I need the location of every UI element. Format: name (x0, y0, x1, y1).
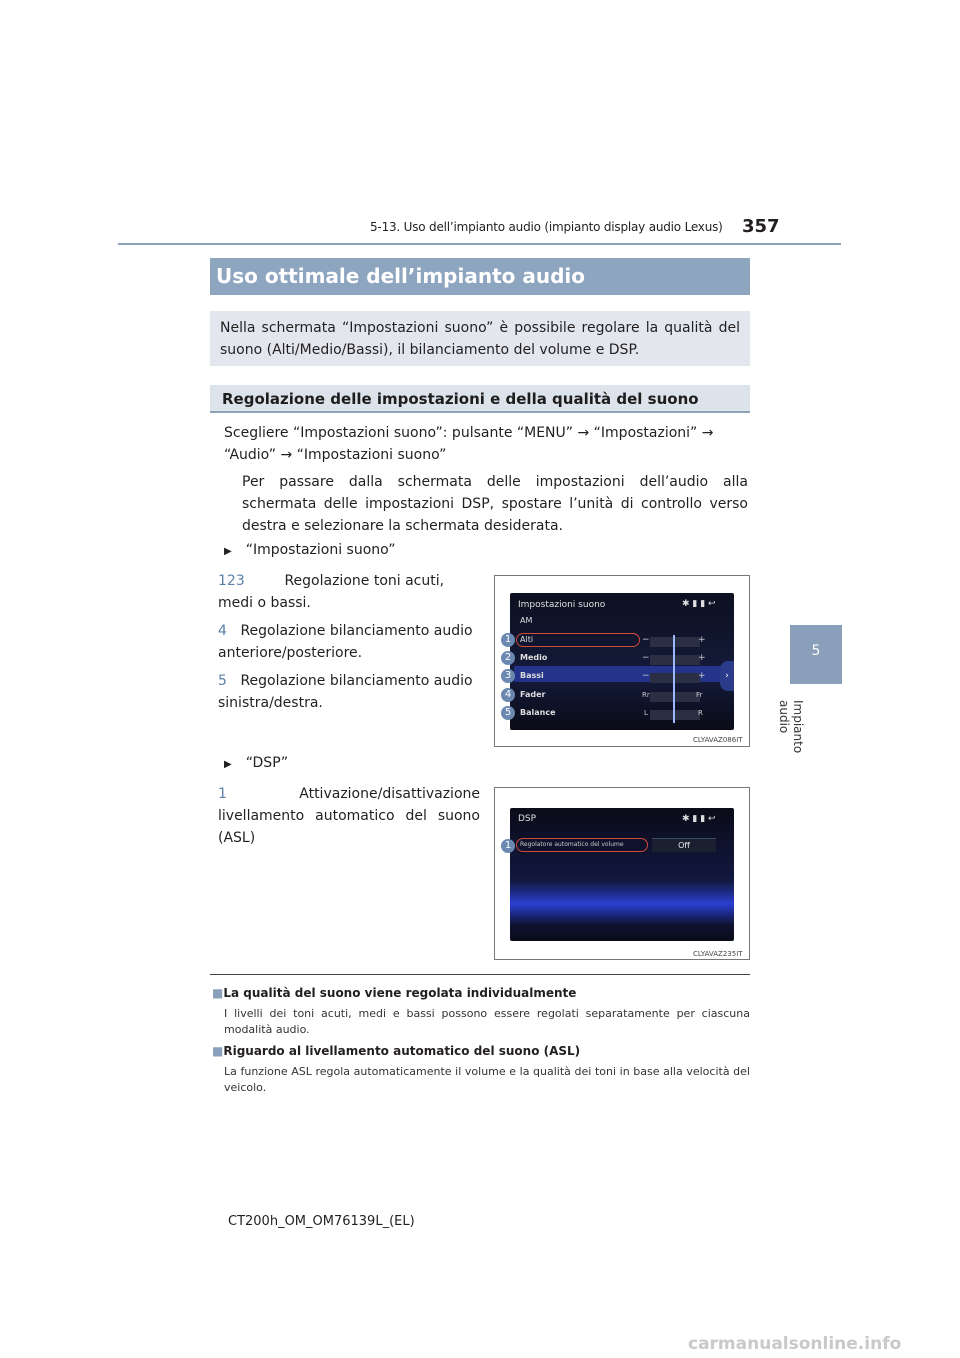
item-numbers: 123 (218, 573, 245, 589)
bullet-label: “DSP” (245, 755, 289, 771)
item-text: Regolazione toni acuti, medi o bassi. (218, 573, 445, 611)
list-item (218, 783, 480, 849)
bullet-arrow-icon: ▶ (224, 759, 232, 770)
row-fader: Fader (520, 690, 546, 699)
selected-row-highlight (516, 633, 640, 647)
square-bullet-icon: ■ (212, 1044, 224, 1058)
minus-icon: − (642, 635, 650, 645)
item-text: Regolazione bilanciamento audio anteriore/posteriore. (218, 623, 473, 661)
image-code: CLYAVAZ086IT (693, 736, 743, 744)
list-item (218, 670, 480, 714)
slider-balance[interactable] (650, 710, 700, 720)
screenshot-impostazioni-suono (494, 575, 750, 747)
status-icons: ✱ ▮ ▮ ↩ (682, 814, 716, 824)
item-text: Attivazione/disattivazione livellamento automatico del suono (ASL) (218, 786, 480, 846)
document-id: CT200h_OM_OM76139L_(EL) (228, 1214, 415, 1229)
marker-4: 4 (501, 688, 515, 702)
balance-left-label: L (644, 709, 648, 717)
source-label: AM (520, 616, 533, 625)
item-text: Regolazione bilanciamento audio sinistra/destra. (218, 673, 473, 711)
step-2: Per passare dalla schermata delle impostazioni dell’audio alla schermata delle impostazioni DSP, spostare l’unità di controllo verso destra e selezionare la schermata desiderata. (242, 474, 748, 534)
balance-right-label: R (698, 709, 703, 717)
item-numbers: 1 (218, 786, 227, 802)
notes-rule (210, 974, 750, 975)
marker-1: 1 (501, 633, 515, 647)
chapter-tab-label: Impianto audio (777, 700, 805, 754)
slider-medio[interactable] (650, 655, 700, 665)
screen-title: Impostazioni suono (518, 600, 606, 610)
row-bassi: Bassi (520, 671, 544, 680)
watermark: carmanualsonline.info (688, 1334, 902, 1354)
bullet-label: “Impostazioni suono” (245, 542, 396, 558)
note-body: I livelli dei toni acuti, medi e bassi possono essere regolati separatamente per ciascuna modalità audio. (224, 1007, 750, 1036)
row-alti: Alti (520, 635, 534, 644)
bullet-dsp (224, 755, 288, 771)
asl-value[interactable]: Off (652, 838, 716, 852)
note-body: La funzione ASL regola automaticamente il volume e la qualità dei toni in base alla velocità del veicolo. (224, 1065, 750, 1094)
screen-title: DSP (518, 814, 537, 824)
row-medio: Medio (520, 653, 548, 662)
plus-icon: + (698, 653, 706, 663)
image-code: CLYAVAZ235IT (693, 950, 743, 958)
item-numbers: 5 (218, 673, 227, 689)
display-screen (510, 808, 734, 941)
slider-fader[interactable] (650, 691, 703, 702)
square-bullet-icon: ■ (212, 986, 224, 1000)
list-item (218, 620, 480, 664)
asl-row-label[interactable]: Regolatore automatico del volume (520, 841, 624, 848)
chapter-tab: 5 (790, 625, 842, 684)
center-indicator (673, 635, 675, 723)
marker-2: 2 (501, 651, 515, 665)
status-icons: ✱ ▮ ▮ ↩ (682, 599, 716, 609)
item-numbers: 4 (218, 623, 227, 639)
bullet-arrow-icon: ▶ (224, 546, 232, 557)
display-screen (510, 593, 734, 730)
plus-icon: + (698, 671, 706, 681)
list-item (218, 570, 480, 614)
intro-box: Nella schermata “Impostazioni suono” è possibile regolare la qualità del suono (Alti/Medio/Bassi), il bilanciamento del volume e DSP. (210, 311, 750, 366)
note-heading: ■Riguardo al livellamento automatico del suono (ASL) (212, 1044, 581, 1058)
minus-icon: − (642, 653, 650, 663)
chevron-right-icon[interactable]: › (720, 661, 734, 691)
slider-bassi[interactable] (650, 673, 700, 683)
page-title: Uso ottimale dell’impianto audio (210, 258, 750, 295)
marker-1: 1 (501, 839, 515, 853)
fader-rear-label: Rr (642, 691, 650, 699)
minus-icon: − (642, 671, 650, 681)
page-number: 357 (742, 216, 780, 237)
section-header: 5-13. Uso dell’impianto audio (impianto display audio Lexus) (370, 220, 723, 234)
header-rule (118, 243, 841, 245)
marker-3: 3 (501, 669, 515, 683)
screenshot-dsp (494, 787, 750, 960)
note-heading: ■La qualità del suono viene regolata individualmente (212, 986, 577, 1000)
slider-alti[interactable] (650, 637, 700, 647)
row-balance: Balance (520, 708, 556, 717)
step-1: Scegliere “Impostazioni suono”: pulsante “MENU” → “Impostazioni” → “Audio” → “Impostazioni suono” (224, 425, 714, 463)
fader-front-label: Fr (696, 691, 703, 699)
bullet-impostazioni (224, 542, 395, 558)
marker-5: 5 (501, 706, 515, 720)
subheading: Regolazione delle impostazioni e della qualità del suono (210, 385, 750, 413)
plus-icon: + (698, 635, 706, 645)
